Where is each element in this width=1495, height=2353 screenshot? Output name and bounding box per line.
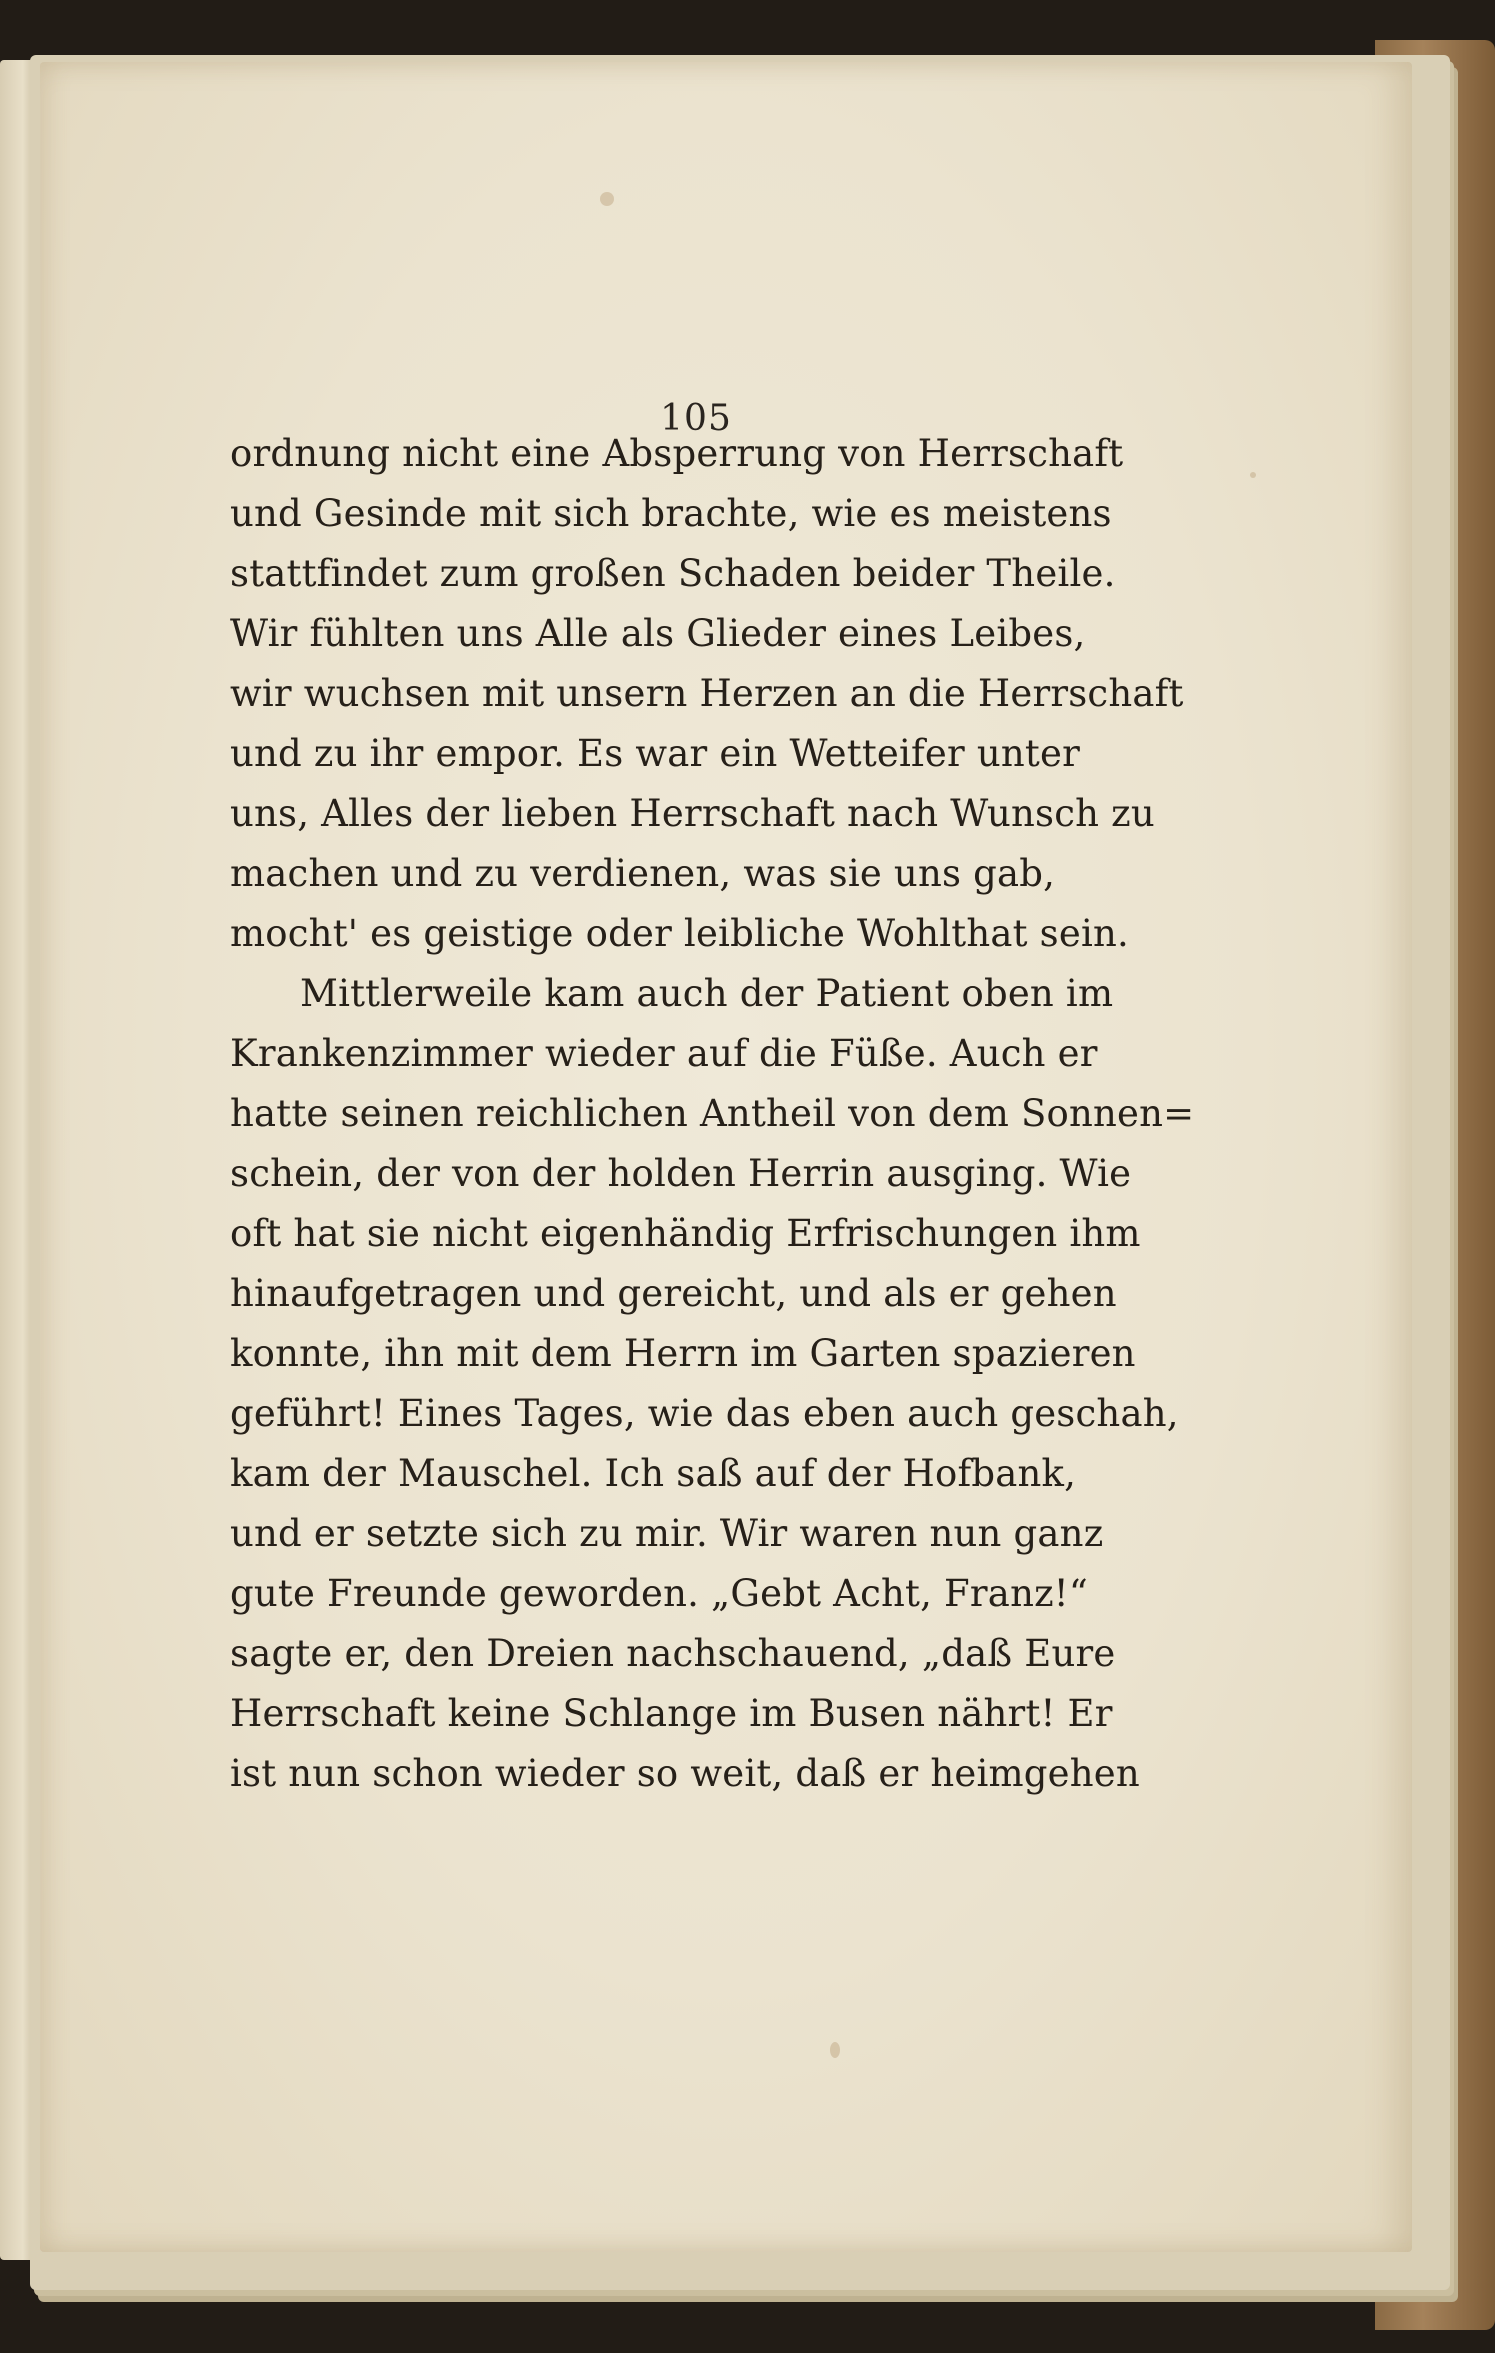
foxing-spot (1250, 472, 1256, 478)
text-line: ist nun schon wieder so weit, daß er heimgehen (230, 1752, 1140, 1795)
text-line: uns, Alles der lieben Herrschaft nach Wunsch zu (230, 792, 1155, 835)
text-line: gute Freunde geworden. „Gebt Acht, Franz!“ (230, 1572, 1088, 1615)
text-line: und Gesinde mit sich brachte, wie es meistens (230, 492, 1112, 535)
text-line: geführt! Eines Tages, wie das eben auch geschah, (230, 1392, 1179, 1435)
text-line: Herrschaft keine Schlange im Busen nährt! Er (230, 1692, 1113, 1735)
text-line: Mittlerweile kam auch der Patient oben im (300, 972, 1114, 1015)
body-text (230, 424, 1195, 1804)
text-line: stattfindet zum großen Schaden beider Theile. (230, 552, 1116, 595)
text-line: schein, der von der holden Herrin ausging. Wie (230, 1152, 1132, 1195)
text-line: konnte, ihn mit dem Herrn im Garten spazieren (230, 1332, 1136, 1375)
text-line: oft hat sie nicht eigenhändig Erfrischungen ihm (230, 1212, 1141, 1255)
foxing-spot (830, 2042, 840, 2058)
page-number: 105 (660, 398, 732, 439)
text-line: mocht' es geistige oder leibliche Wohlthat sein. (230, 912, 1129, 955)
text-line: kam der Mauschel. Ich saß auf der Hofbank, (230, 1452, 1077, 1495)
text-line: ordnung nicht eine Absperrung von Herrschaft (230, 432, 1124, 475)
text-line: und zu ihr empor. Es war ein Wetteifer unter (230, 732, 1080, 775)
text-line: sagte er, den Dreien nachschauend, „daß Eure (230, 1632, 1116, 1675)
text-line: machen und zu verdienen, was sie uns gab, (230, 852, 1056, 895)
text-line: hinaufgetragen und gereicht, und als er gehen (230, 1272, 1117, 1315)
foxing-spot (600, 192, 614, 206)
text-line: wir wuchsen mit unsern Herzen an die Herrschaft (230, 672, 1184, 715)
text-line: und er setzte sich zu mir. Wir waren nun ganz (230, 1512, 1104, 1555)
text-line: Wir fühlten uns Alle als Glieder eines Leibes, (230, 612, 1086, 655)
text-line: hatte seinen reichlichen Antheil von dem Sonnen= (230, 1092, 1195, 1135)
text-line: Krankenzimmer wieder auf die Füße. Auch er (230, 1032, 1098, 1075)
